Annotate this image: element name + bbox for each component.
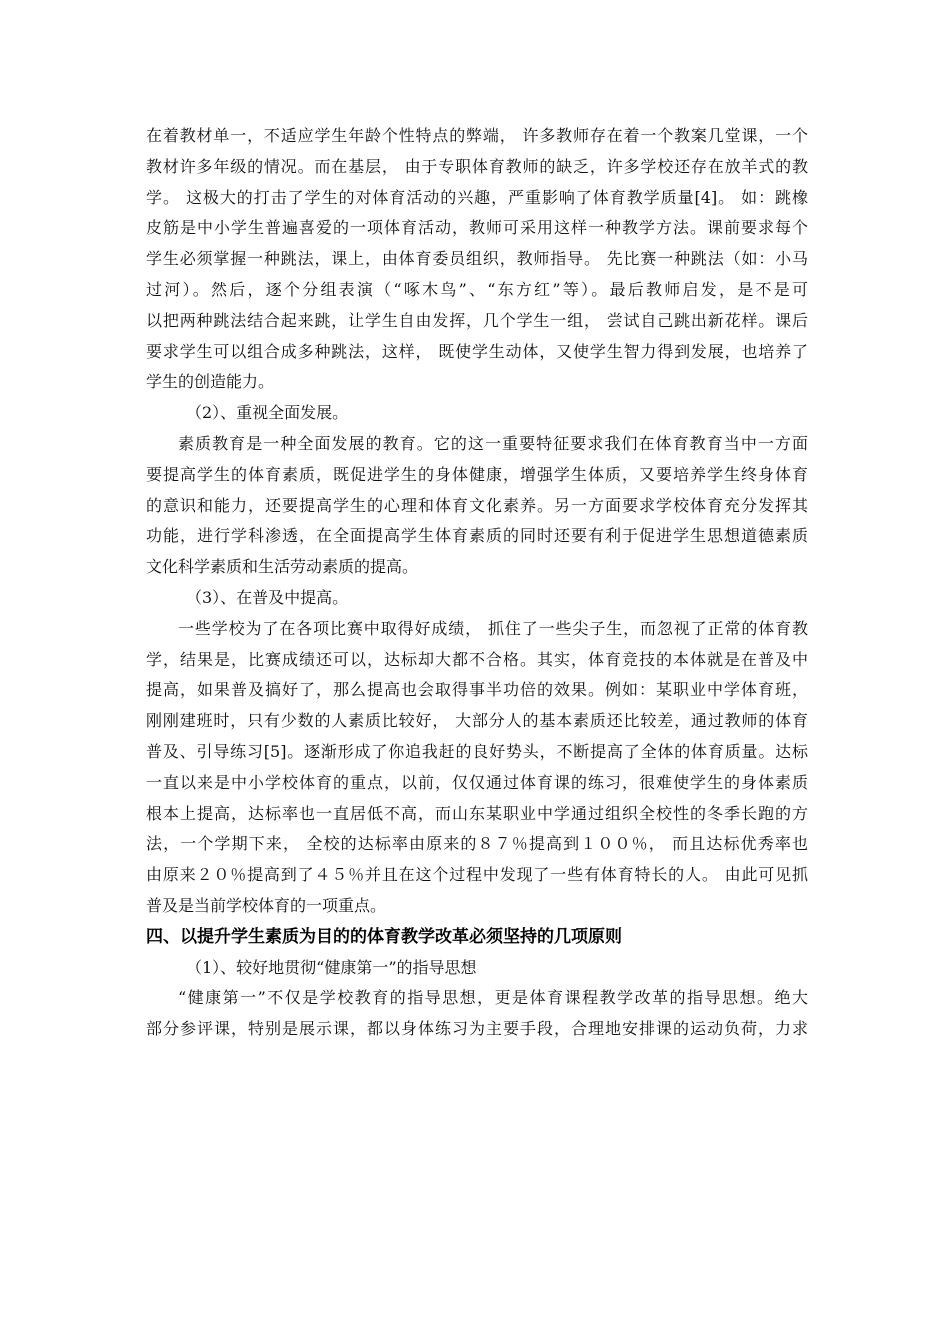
text-line: 皮筋是中小学生普遍喜爱的一项体育活动，教师可采用这样一种教学方法。课前要求每个 [146,218,808,238]
text-line: 学生的创造能力。 [146,372,275,392]
section-subheading: （3）、在普及中提高。 [186,587,349,607]
text-line: 在着教材单一，不适应学生年龄个性特点的弊端， 许多教师存在着一个教案几堂课，一个 [146,126,808,145]
text-line: 过河）。然后，逐个分组表演（“啄木鸟”、“东方红”等）。最后教师启发，是不是可 [146,279,808,299]
text-line: 学，结果是，比赛成绩还可以，达标却大都不合格。其实，体育竞技的本体就是在普及中 [146,649,808,669]
text-line: 普及、引导练习[5]。逐渐形成了你追我赶的良好势头，不断提高了全体的体育质量。达标 [146,741,808,761]
document-body [146,121,808,1045]
text-line: 由原来２０％提高到了４５％并且在这个过程中发现了一些有体育特长的人。 由此可见抓 [146,865,808,885]
text-line: 要提高学生的体育素质，既促进学生的身体健康，增强学生体质，又要培养学生终身体育 [146,464,808,484]
text-line: 功能，进行学科渗透，在全面提高学生体育素质的同时还要有利于促进学生思想道德素质 [146,526,808,546]
text-line: 根本上提高，达标率也一直居低不高，而山东某职业中学通过组织全校性的冬季长跑的方 [146,803,808,823]
text-line: 学。 这极大的打击了学生的对体育活动的兴趣，严重影响了体育教学质量[4]。 如：跳橡 [146,187,808,207]
section-subheading: （1）、较好地贯彻“健康第一”的指导思想 [186,957,477,977]
paragraph-first-line: “健康第一”不仅是学校教育的指导思想，更是体育课程教学改革的指导思想。绝大 [178,988,808,1008]
section-heading: 四、以提升学生素质为目的的体育教学改革必须坚持的几项原则 [146,926,622,947]
text-line: 学生必须掌握一种跳法，课上，由体育委员组织，教师指导。 先比赛一种跳法（如：小马 [146,249,808,269]
paragraph-first-line: 素质教育是一种全面发展的教育。它的这一重要特征要求我们在体育教育当中一方面 [178,433,808,453]
text-line: 文化科学素质和生活劳动素质的提高。 [146,557,419,577]
text-line: 刚刚建班时，只有少数的人素质比较好， 大部分人的基本素质还比较差，通过教师的体育 [146,711,808,731]
text-line: 教材许多年级的情况。而在基层， 由于专职体育教师的缺乏，许多学校还存在放羊式的教 [146,156,808,176]
section-subheading: （2）、重视全面发展。 [186,403,349,423]
text-line: 以把两种跳法结合起来跳，让学生自由发挥，几个学生一组， 尝试自己跳出新花样。课后 [146,310,808,330]
text-line: 的意识和能力，还要提高学生的心理和体育文化素养。另一方面要求学校体育充分发挥其 [146,495,808,515]
paragraph-first-line: 一些学校为了在各项比赛中取得好成绩， 抓住了一些尖子生，而忽视了正常的体育教 [178,618,808,638]
text-line: 提高，如果普及搞好了，那么提高也会取得事半功倍的效果。例如：某职业中学体育班， [146,680,808,700]
text-line: 要求学生可以组合成多种跳法，这样， 既使学生动体，又使学生智力得到发展，也培养了 [146,341,808,361]
text-line: 部分参评课，特别是展示课，都以身体练习为主要手段，合理地安排课的运动负荷，力求 [146,1019,808,1039]
text-line: 一直以来是中小学校体育的重点，以前，仅仅通过体育课的练习，很难使学生的身体素质 [146,772,808,792]
text-line: 法，一个学期下来， 全校的达标率由原来的８７％提高到１００％， 而且达标优秀率也 [146,834,808,854]
text-line: 普及是当前学校体育的一项重点。 [146,895,387,915]
